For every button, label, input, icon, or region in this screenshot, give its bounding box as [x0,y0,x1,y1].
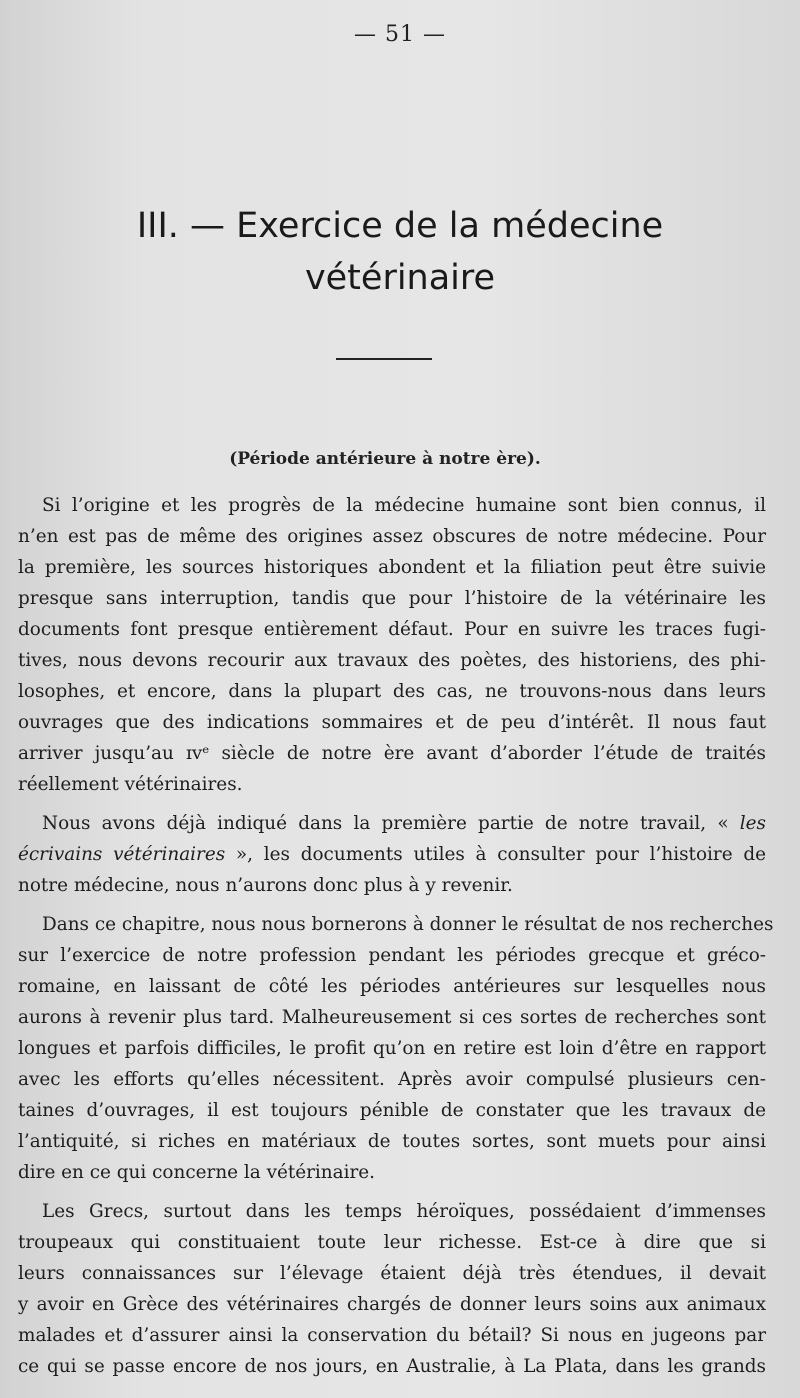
text-line: malades et d’assurer ainsi la conservation du bétail? Si nous en jugeons par [18,1325,766,1346]
chapter-subtitle: (Période antérieure à notre ère). [229,449,541,469]
text-line: Si l’origine et les progrès de la médecine humaine sont bien connus, il [42,495,766,516]
text-line: losophes, et encore, dans la plupart des cas, ne trouvons-nous dans leurs [18,681,766,702]
text-line: réellement vétérinaires. [18,774,243,795]
italic-text: écrivains vétérinaires [18,844,226,865]
text-line: longues et parfois difficiles, le profit qu’on en retire est loin d’être en rapport [18,1038,766,1059]
text-line: l’antiquité, si riches en matériaux de toutes sortes, sont muets pour ainsi [18,1131,766,1152]
text-line: leurs connaissances sur l’élevage étaient déjà très étendues, il devait [18,1263,766,1284]
text-line: avec les efforts qu’elles nécessitent. Après avoir compulsé plusieurs cen- [18,1069,766,1090]
title-divider-rule [336,358,432,360]
italic-text: les [739,813,766,834]
text-line: y avoir en Grèce des vétérinaires chargés de donner leurs soins aux animaux [18,1294,766,1315]
text-line: troupeaux qui constituaient toute leur richesse. Est-ce à dire que si [18,1232,766,1253]
text-line: tives, nous devons recourir aux travaux des poètes, des historiens, des phi- [18,650,766,671]
body-text [18,490,774,1390]
text-line [18,808,766,839]
text-line: taines d’ouvrages, il est toujours pénible de constater que les travaux de [18,1100,766,1121]
chapter-title [40,200,760,304]
text-line: la première, les sources historiques abondent et la filiation peut être suivie [18,557,766,578]
text-line: aurons à revenir plus tard. Malheureusement si ces sortes de recherches sont [18,1007,766,1028]
text-line: notre médecine, nous n’aurons donc plus à y revenir. [18,875,513,896]
text-line: n’en est pas de même des origines assez obscures de notre médecine. Pour [18,526,766,547]
text-line: dire en ce qui concerne la vétérinaire. [18,1162,376,1183]
text-line [18,839,766,870]
text-line: presque sans interruption, tandis que pour l’histoire de la vétérinaire les [18,588,766,609]
text-line: Les Grecs, surtout dans les temps héroïques, possédaient d’immenses [42,1201,766,1222]
paragraph-4 [18,1196,766,1382]
text-line: romaine, en laissant de côté les périodes antérieures sur lesquelles nous [18,976,766,997]
text-line: arriver jusqu’au ɪvᵉ siècle de notre ère avant d’aborder l’étude de traités [18,743,766,764]
text-line: ce qui se passe encore de nos jours, en Australie, à La Plata, dans les grands [18,1356,766,1377]
text-run: », les documents utiles à consulter pour l’histoire de [225,844,766,865]
text-line: ouvrages que des indications sommaires et de peu d’intérêt. Il nous faut [18,712,766,733]
text-line: documents font presque entièrement défaut. Pour en suivre les traces fugi- [18,619,766,640]
paragraph-2 [18,808,766,901]
text-line: Dans ce chapitre, nous nous bornerons à donner le résultat de nos recherches [42,914,774,935]
chapter-title-line-1: III. — Exercice de la médecine [136,206,664,246]
paragraph-3 [18,909,774,1188]
text-run: Nous avons déjà indiqué dans la première partie de notre travail, « [42,813,740,834]
page-number: — 51 — [354,22,446,47]
chapter-title-line-2: vétérinaire [304,258,496,298]
text-line: sur l’exercice de notre profession pendant les périodes grecque et gréco- [18,945,766,966]
paragraph-1 [18,490,766,800]
